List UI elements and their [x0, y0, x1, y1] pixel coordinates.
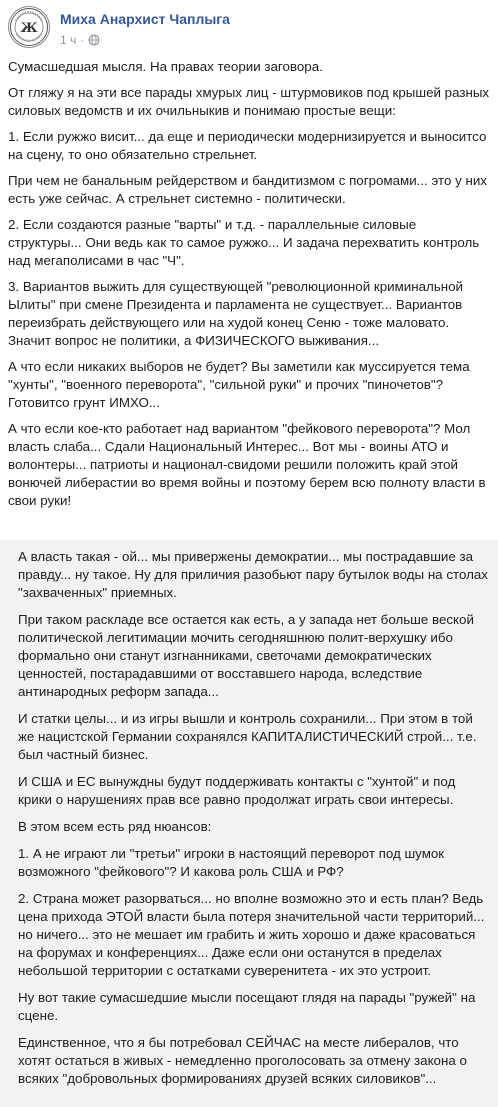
post-paragraph: 3. Вариантов выжить для существующей "революционной криминальной Ылиты" при смене Президента и парламента не существует... Вариантов переизбрать действующего или на худой конец Сеню - тоже маловато. Значит вопрос не политики, а ФИЗИЧЕСКОГО выживания...	[8, 279, 463, 348]
globe-icon	[88, 34, 100, 46]
post-header	[8, 6, 488, 52]
post-body-top	[8, 58, 490, 518]
author-avatar[interactable]	[8, 6, 50, 48]
svg-text:Ж: Ж	[20, 21, 38, 36]
post-paragraph: А власть такая - ой... мы привержены демократии... мы пострадавшие за правду... ну такое. Ну для приличия разобьют пару бутылок воды на столах "захваченных" приемных.	[18, 549, 488, 600]
post-paragraph: От гляжу я на эти все парады хмурых лиц - штурмовиков под крышей разных силовых ведомств и их очильныкив и понимаю простые вещи:	[8, 85, 490, 118]
meta-separator: ·	[80, 33, 85, 47]
post-paragraph: При таком раскладе все остается как есть, а у запада нет больше веской политической легитимации мочить сегодняшнюю полит-верхушку ибо формально они станут изгнанниками, светочами демократических ценностей, постарадавшими от восставшего народа, вследствие антинародных реформ запада...	[18, 612, 474, 699]
post-paragraph: При чем не банальным рейдерством и бандитизмом с погромами... это у них есть уже сейчас. А стрельнет системно - политически.	[8, 173, 487, 206]
post-paragraph: В этом всем есть ряд нюансов:	[18, 819, 212, 834]
post-paragraph: Единственное, что я бы потребовал СЕЙЧАС на месте либералов, что хотят остаться в живых - немедленно проголосовать за отмену закона о всяких "добровольных формированиях друзей всяких силовиков"...	[18, 1035, 467, 1086]
post-paragraph: 2. Страна может разорваться... но вполне возможно это и есть план? Ведь цена прихода ЭТОЙ власти была потеря значительной части территорий... но ничего... это не мешает им грабить и жить хорошо и даже красоваться на форумах и конференциях... Даже если они останутся в пределах небольшой территории с остатками суверенитета - их это устроит.	[18, 891, 485, 978]
post-paragraph: 2. Если создаются разные "варты" и т.д. - параллельные силовые структуры... Они ведь как то самое ружжо... И задача перехватить контроль над мегаполисами в час "Ч".	[8, 217, 480, 268]
post-paragraph: А что если никаких выборов не будет? Вы заметили как муссируется тема "хунты", "военного переворота", "сильной руки" и прочих "пиночетов"? Готовитсо грунт ИМХО...	[8, 359, 470, 410]
post-paragraph: 1. А не играют ли "третьи" игроки в настоящий переворот под шумок возможного "фейкового"? И какова роль США и РФ?	[18, 846, 445, 879]
post-paragraph: А что если кое-кто работает над вариантом "фейкового переворота"? Мол власть слаба... Сдали Национальный Интерес... Вот мы - воины АТО и волонтеры... патриоты и национал-свидоми решили положить край этой вонючей либерастии во время войны и поэтому берем всю полноту власти в свои руки!	[8, 421, 486, 508]
author-name-link[interactable]: Миха Анархист Чаплыга	[60, 11, 230, 27]
avatar-emblem-icon	[9, 7, 49, 47]
post-body-bottom	[0, 540, 498, 1107]
post-paragraph: Ну вот такие сумасшедшие мысли посещают глядя на парады "ружей" на сцене.	[18, 990, 476, 1023]
post-meta	[60, 33, 100, 47]
post-paragraph: И США и ЕС вынуждны будут поддерживать контакты с "хунтой" и под крики о нарушениях прав все равно продолжат играть свои интересы.	[18, 774, 456, 807]
post-paragraph: И статки целы... и из игры вышли и контроль сохранили... При этом в той же нацистской Германии сохранялся КАПИТАЛИСТИЧЕСКИЙ строй... т.е. был частный бизнес.	[18, 711, 477, 762]
post-paragraph: Сумасшедшая мысля. На правах теории заговора.	[8, 59, 323, 74]
post-paragraph: 1. Если ружжо висит... да еще и периодически модернизируется и выноситсо на сцену, то оно обязательно стрельнет.	[8, 129, 487, 162]
post-timestamp[interactable]: 1 ч	[60, 33, 77, 47]
